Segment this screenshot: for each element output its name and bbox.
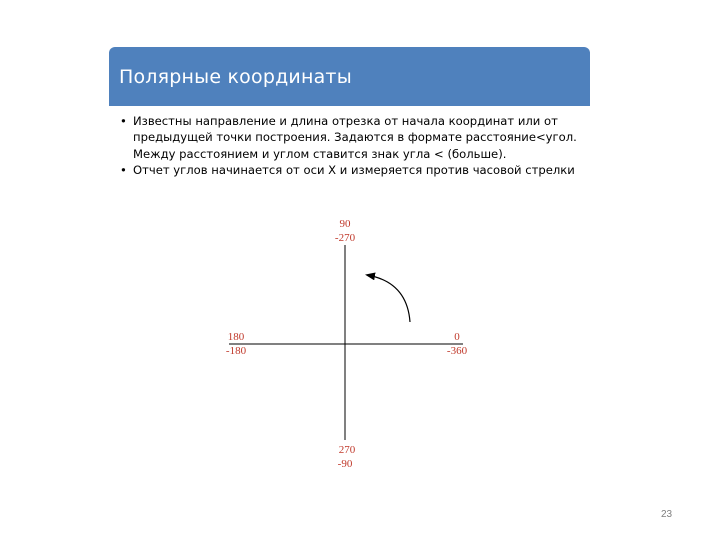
label-bottom-primary: 270 <box>338 444 356 456</box>
bullet-mark: • <box>120 162 127 177</box>
label-top-primary: 90 <box>339 218 351 230</box>
bullet-text: Отчет углов начинается от оси X и измеряется против часовой стрелки <box>133 162 575 177</box>
label-bottom-secondary: -90 <box>337 458 353 470</box>
label-left-secondary: -180 <box>225 345 247 357</box>
label-top-secondary: -270 <box>334 232 356 244</box>
label-right-primary: 0 <box>454 331 460 343</box>
label-right-secondary: -360 <box>446 345 468 357</box>
page-number: 23 <box>661 509 673 520</box>
bullet-text: Известны направление и длина отрезка от начала координат или от предыдущей точки построения. Задаются в формате расстояние<угол. Между расстоянием и углом ставится знак угла < (больше). <box>133 114 577 161</box>
label-left-primary: 180 <box>227 331 245 343</box>
counterclockwise-arrow <box>367 275 410 322</box>
bullet-mark: • <box>120 114 127 128</box>
slide-title: Полярные координаты <box>119 65 352 88</box>
